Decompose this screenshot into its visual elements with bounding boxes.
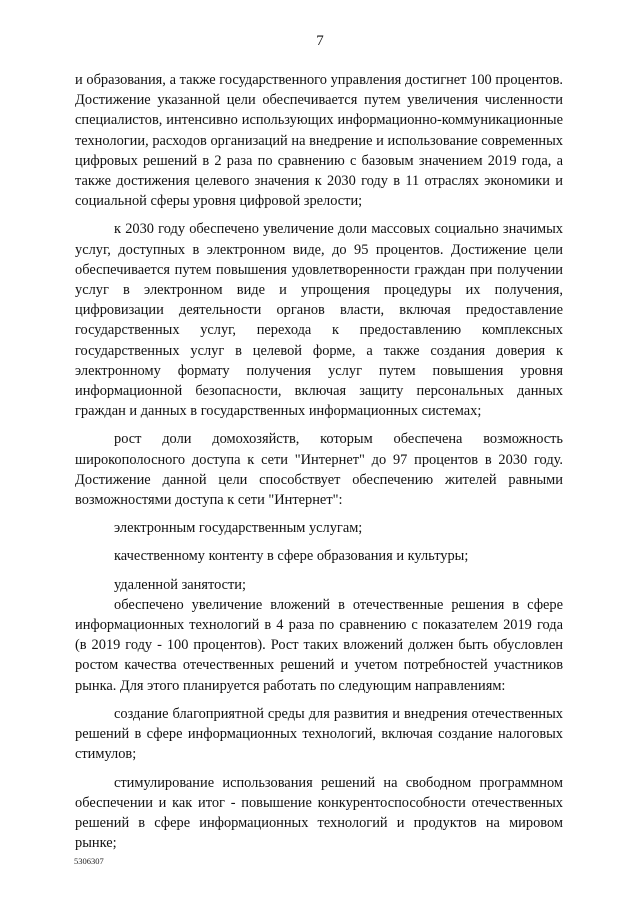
list-item-remote-work: удаленной занятости; bbox=[114, 576, 247, 593]
page-number: 7 bbox=[316, 33, 324, 49]
document-code: 5306307 bbox=[74, 856, 104, 866]
list-item-e-services: электронным государственным услугам; bbox=[114, 520, 363, 537]
list-item-quality-content: качественному контенту в сфере образования и культуры; bbox=[114, 548, 469, 565]
paragraph-digital-maturity: и образования, а также государственного управления достигнет 100 процентов. Достижение указанной цели обеспечивается путем увеличения численности специалистов, интенсивно использующих информационно-коммуникационные технологии, расходов организаций на внедрение и использование современных цифровых решений в 2 раза по сравнению с базовым значением 2019 года, а также достижения целевого значения к 2030 году в 11 отраслях экономики и социальной сферы уровня цифровой зрелости; bbox=[75, 72, 563, 210]
list-item-favorable-environment: создание благоприятной среды для развития и внедрения отечественных решений в сфере информационных технологий, включая создание налоговых стимулов; bbox=[75, 705, 563, 763]
paragraph-public-services: к 2030 году обеспечено увеличение доли массовых социально значимых услуг, доступных в электронном виде, до 95 процентов. Достижение цели обеспечивается путем повышения удовлетворенности граждан при получении услуг в электронном виде и упрощения процедуры их получения, цифровизации деятельности органов власти, включая предоставление государственных услуг, перехода к предоставлению комплексных государственных услуг в целевой форме, а также создания доверия к электронному формату получения услуг путем повышения уровня информационной безопасности, включая защиту персональных данных граждан и данных в государственных информационных системах; bbox=[75, 221, 563, 420]
list-item-free-software: стимулирование использования решений на свободном программном обеспечении и как итог - повышение конкурентоспособности отечественных решений в сфере информационных технологий и продуктов на мировом рынке; bbox=[75, 774, 563, 852]
document-body bbox=[75, 70, 563, 853]
paragraph-domestic-it-investment: обеспечено увеличение вложений в отечественные решения в сфере информационных технологий в 4 раза по сравнению с показателем 2019 года (в 2019 году - 100 процентов). Рост таких вложений должен быть обусловлен ростом качества отечественных решений и учетом потребностей участников рынка. Для этого планируется работать по следующим направлениям: bbox=[75, 596, 563, 694]
paragraph-broadband-access: рост доли домохозяйств, которым обеспечена возможность широкополосного доступа к сети "Интернет" до 97 процентов в 2030 году. Достижение данной цели способствует обеспечению жителей равными возможностями доступа к сети "Интернет": bbox=[75, 431, 563, 509]
